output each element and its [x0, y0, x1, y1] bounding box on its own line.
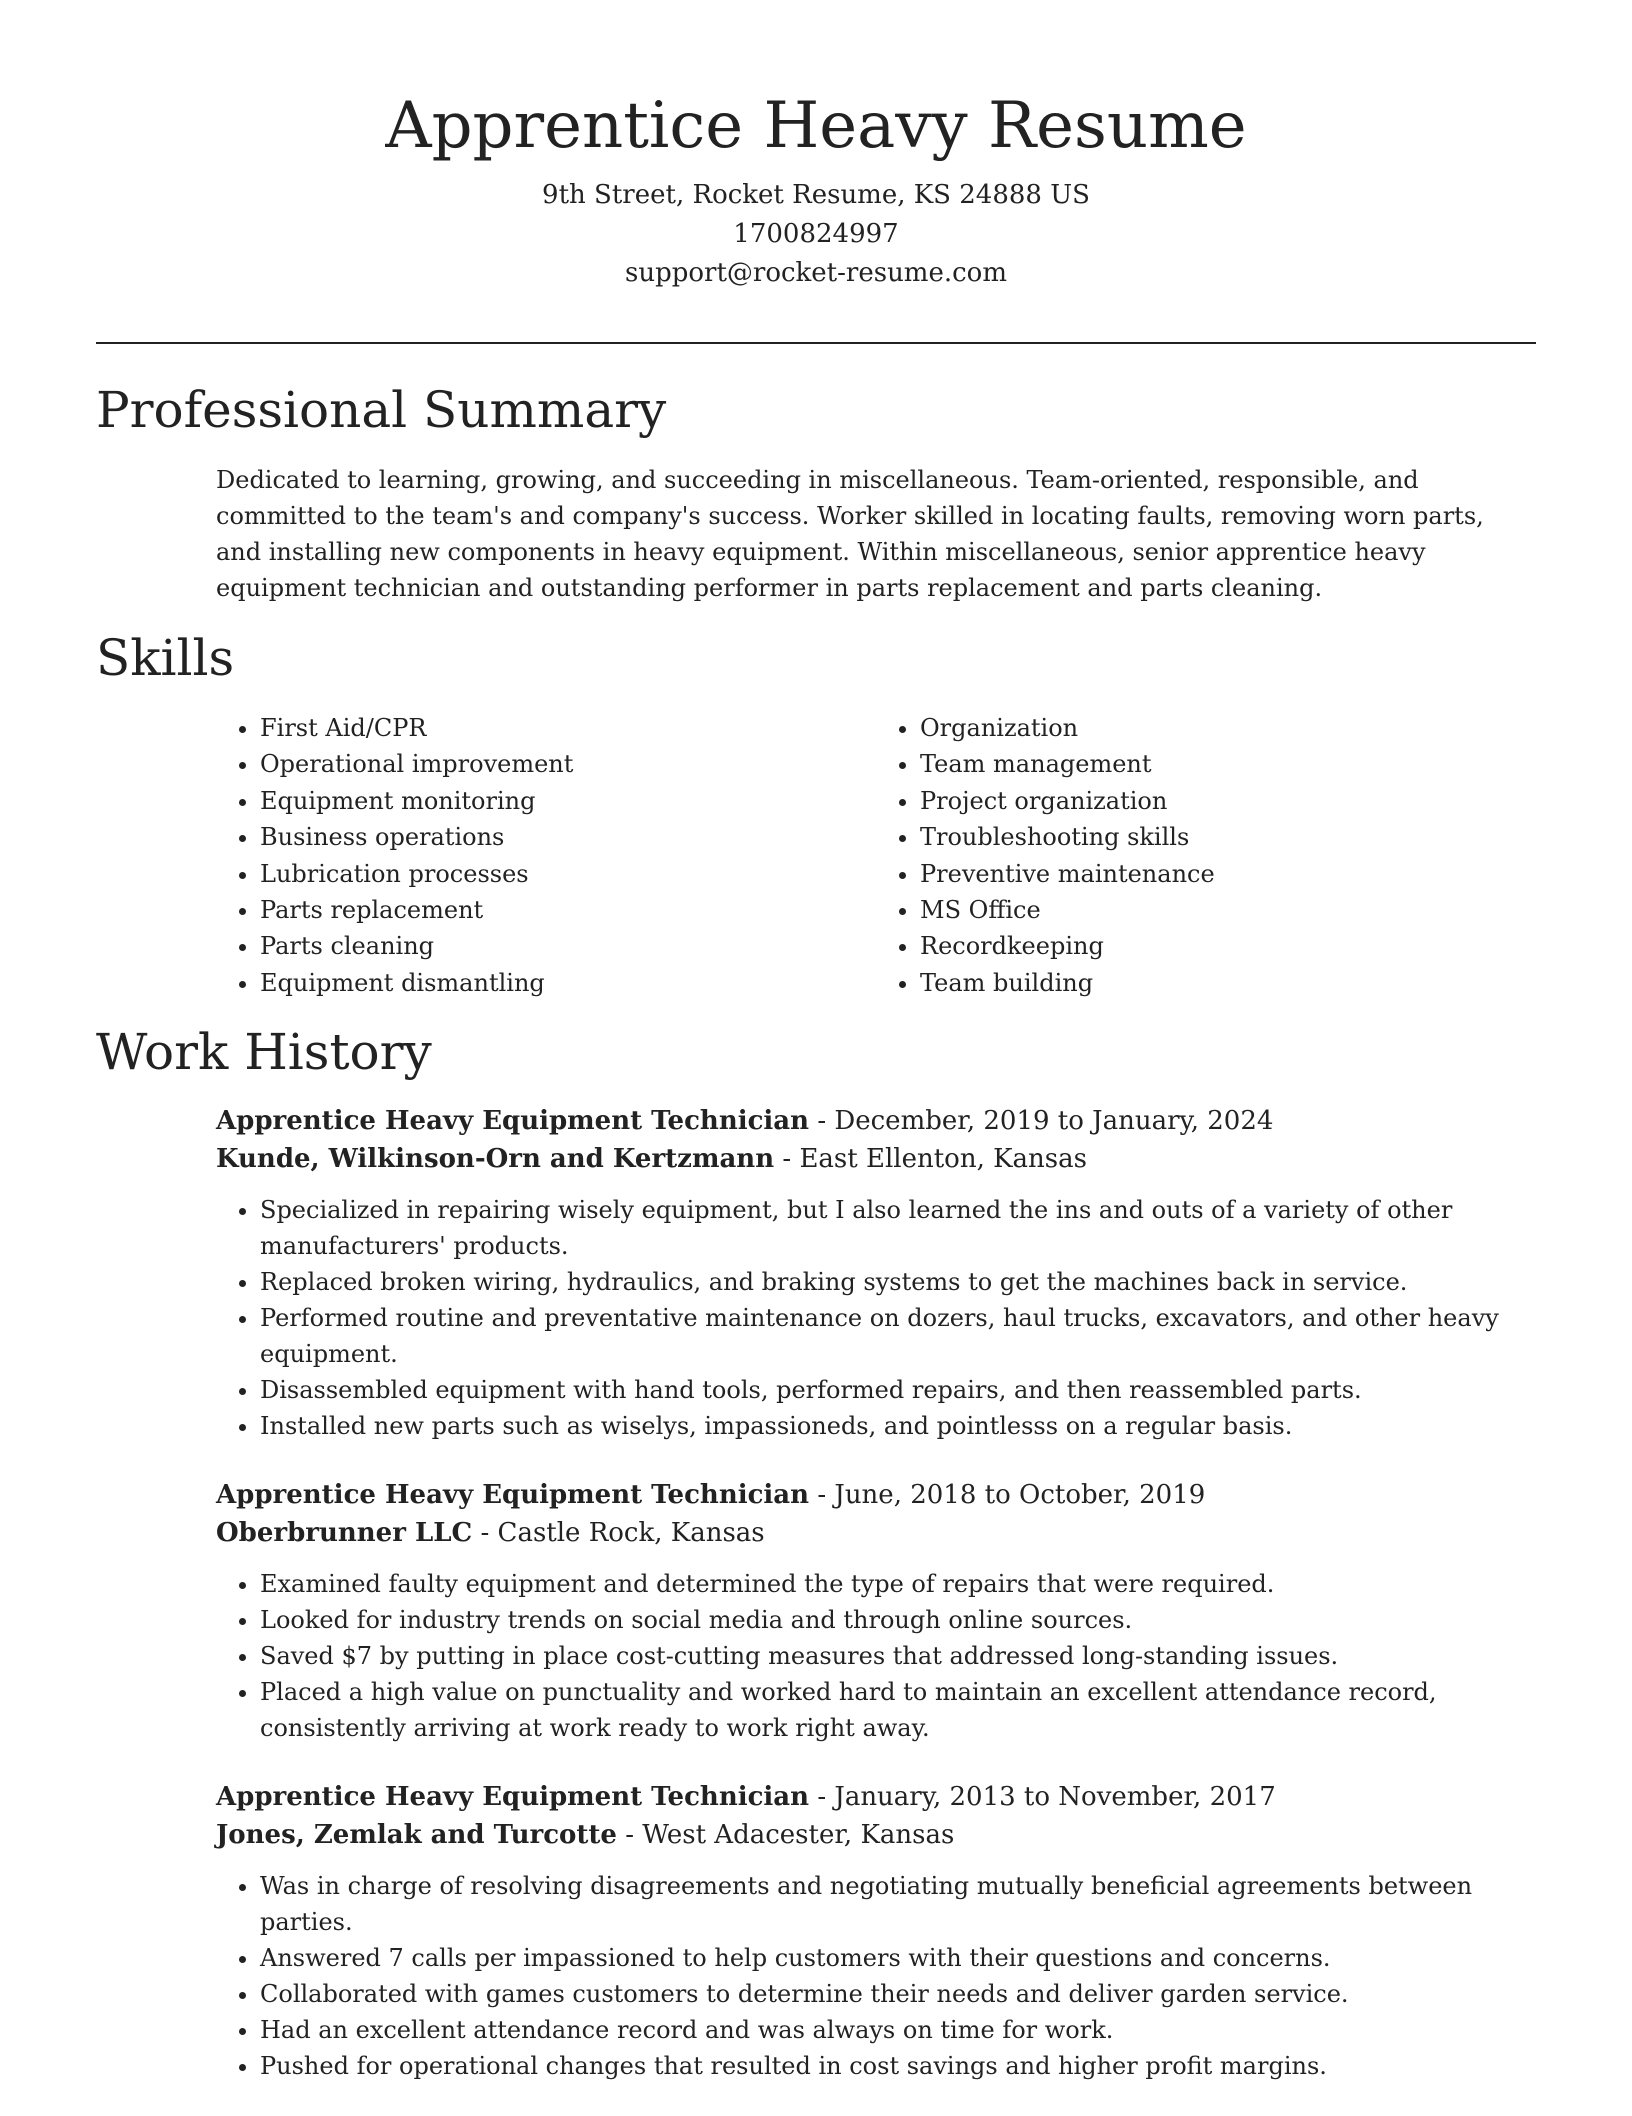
summary-text: Dedicated to learning, growing, and succeeding in miscellaneous. Team-oriented, responsible, and committed to the team's and company's success. Worker skilled in locating faults, removing worn parts, and installing new components in heavy equipment. Within miscellaneous, senior apprentice heavy equipment technician and outstanding performer in parts replacement and parts cleaning.	[216, 466, 1484, 602]
skill-item: • First Aid/CPR	[260, 710, 876, 746]
job-bullet: • Replaced broken wiring, hydraulics, and braking systems to get the machines back in service.	[260, 1264, 1536, 1300]
resume-header	[0, 0, 1632, 293]
skills-heading: Skills	[96, 629, 235, 687]
work-history-heading: Work History	[96, 1023, 432, 1081]
job-company: Oberbrunner LLC	[216, 1518, 473, 1548]
job-entry	[216, 1102, 1536, 1444]
job-title: Apprentice Heavy Equipment Technician	[216, 1782, 810, 1812]
job-title-line: Apprentice Heavy Equipment Technician - June, 2018 to October, 2019	[216, 1480, 1206, 1510]
job-company-line: Oberbrunner LLC - Castle Rock, Kansas	[216, 1518, 765, 1548]
skill-item: • Equipment dismantling	[260, 965, 876, 1001]
job-location: West Adacester, Kansas	[642, 1820, 955, 1850]
skills-list	[216, 710, 1536, 1001]
job-dates: January, 2013 to November, 2017	[834, 1782, 1276, 1812]
job-bullet: • Collaborated with games customers to determine their needs and deliver garden service.	[260, 1976, 1536, 2012]
skill-item: • Business operations	[260, 819, 876, 855]
job-bullet: • Installed new parts such as wiselys, impassioneds, and pointlesss on a regular basis.	[260, 1408, 1536, 1444]
skill-item: • Project organization	[920, 783, 1536, 819]
skills-column-right	[876, 710, 1536, 1001]
job-bullet: • Pushed for operational changes that resulted in cost savings and higher profit margins.	[260, 2048, 1536, 2084]
job-title-line: Apprentice Heavy Equipment Technician - December, 2019 to January, 2024	[216, 1106, 1274, 1136]
job-bullets	[216, 1192, 1536, 1444]
job-bullet: • Had an excellent attendance record and was always on time for work.	[260, 2012, 1536, 2048]
job-title-line: Apprentice Heavy Equipment Technician - January, 2013 to November, 2017	[216, 1782, 1276, 1812]
job-company-line: Kunde, Wilkinson-Orn and Kertzmann - East Ellenton, Kansas	[216, 1144, 1087, 1174]
job-company: Jones, Zemlak and Turcotte	[216, 1820, 617, 1850]
job-dates: December, 2019 to January, 2024	[834, 1106, 1274, 1136]
skill-item: • Operational improvement	[260, 746, 876, 782]
job-bullet: • Examined faulty equipment and determined the type of repairs that were required.	[260, 1566, 1536, 1602]
contact-info	[0, 176, 1632, 293]
job-location: East Ellenton, Kansas	[799, 1144, 1087, 1174]
job-company: Kunde, Wilkinson-Orn and Kertzmann	[216, 1144, 775, 1174]
job-title: Apprentice Heavy Equipment Technician	[216, 1106, 810, 1136]
skill-item: • Organization	[920, 710, 1536, 746]
job-entry	[216, 1778, 1536, 2084]
contact-email: support@rocket-resume.com	[624, 258, 1007, 288]
job-bullet: • Answered 7 calls per impassioned to help customers with their questions and concerns.	[260, 1940, 1536, 1976]
resume-name: Apprentice Heavy Resume	[385, 89, 1247, 163]
skill-item: • Troubleshooting skills	[920, 819, 1536, 855]
job-entry	[216, 1476, 1536, 1746]
job-bullets	[216, 1566, 1536, 1746]
job-bullet: • Disassembled equipment with hand tools, performed repairs, and then reassembled parts.	[260, 1372, 1536, 1408]
skill-item: • MS Office	[920, 892, 1536, 928]
skill-item: • Team management	[920, 746, 1536, 782]
skill-item: • Preventive maintenance	[920, 856, 1536, 892]
contact-phone: 1700824997	[733, 219, 899, 249]
job-bullet: • Was in charge of resolving disagreements and negotiating mutually beneficial agreements between parties.	[260, 1868, 1536, 1940]
work-history	[216, 1102, 1536, 2116]
header-divider	[96, 342, 1536, 344]
skill-item: • Recordkeeping	[920, 928, 1536, 964]
job-bullet: • Performed routine and preventative maintenance on dozers, haul trucks, excavators, and other heavy equipment.	[260, 1300, 1536, 1372]
skill-item: • Parts replacement	[260, 892, 876, 928]
job-bullet: • Saved $7 by putting in place cost-cutting measures that addressed long-standing issues.	[260, 1638, 1536, 1674]
job-title: Apprentice Heavy Equipment Technician	[216, 1480, 810, 1510]
job-bullet: • Looked for industry trends on social media and through online sources.	[260, 1602, 1536, 1638]
job-bullet: • Placed a high value on punctuality and worked hard to maintain an excellent attendance record, consistently arriving at work ready to work right away.	[260, 1674, 1536, 1746]
skill-item: • Equipment monitoring	[260, 783, 876, 819]
job-location: Castle Rock, Kansas	[497, 1518, 765, 1548]
summary-heading: Professional Summary	[96, 381, 667, 439]
job-dates: June, 2018 to October, 2019	[834, 1480, 1206, 1510]
skill-item: • Team building	[920, 965, 1536, 1001]
skill-item: • Parts cleaning	[260, 928, 876, 964]
skill-item: • Lubrication processes	[260, 856, 876, 892]
skills-column-left	[216, 710, 876, 1001]
job-bullet: • Specialized in repairing wisely equipment, but I also learned the ins and outs of a variety of other manufacturers' products.	[260, 1192, 1536, 1264]
job-bullets	[216, 1868, 1536, 2084]
contact-address: 9th Street, Rocket Resume, KS 24888 US	[542, 180, 1090, 210]
job-company-line: Jones, Zemlak and Turcotte - West Adacester, Kansas	[216, 1820, 955, 1850]
